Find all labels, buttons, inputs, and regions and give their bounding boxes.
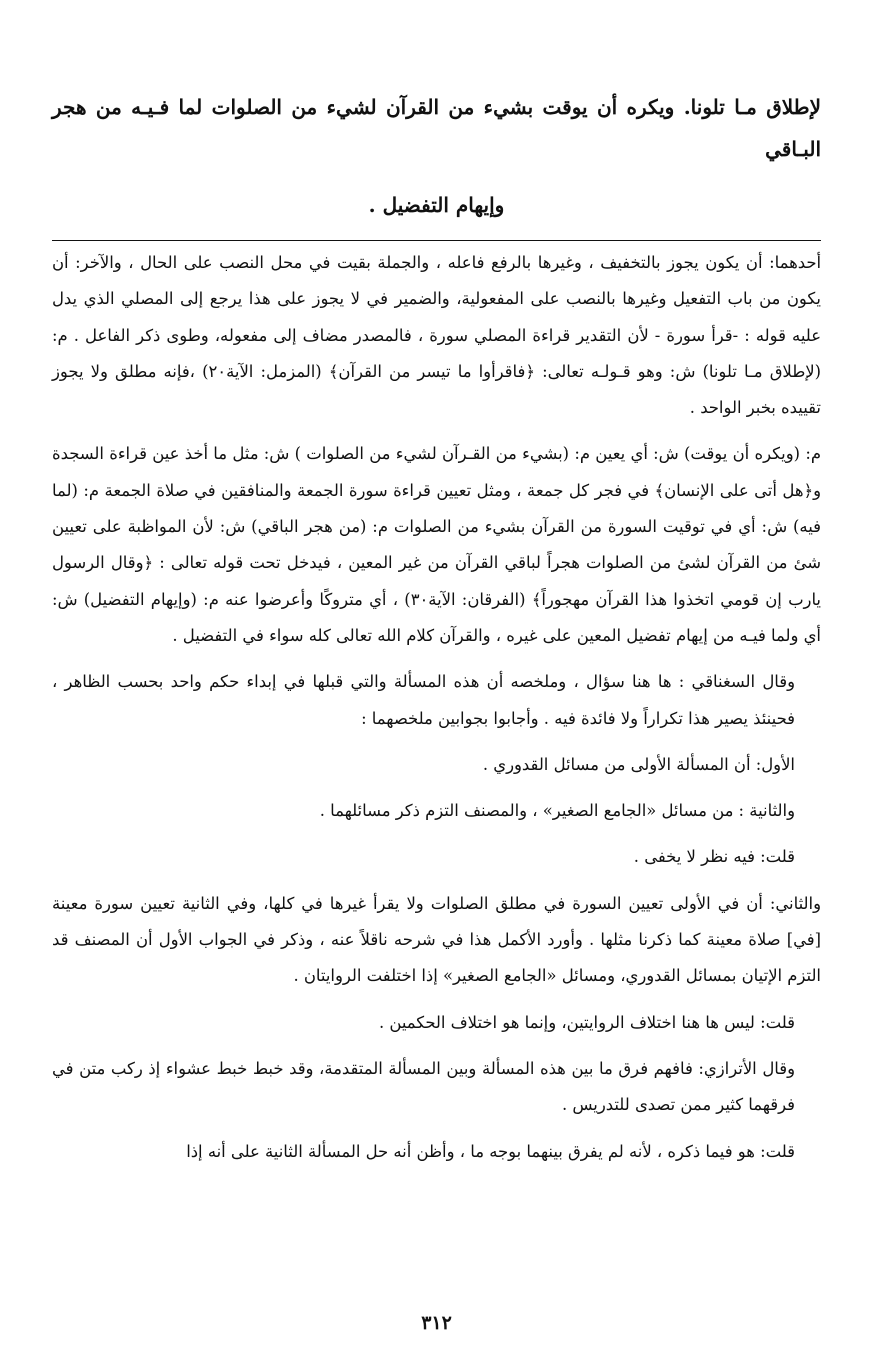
commentary-paragraph-2: م: (ويكره أن يوقت) ش: أي يعين م: (بشيء من القـرآن لشيء من الصلوات ) ش: مثل ما أخذ عين قراءة السجدة و﴿هل أتى على الإنسان﴾ في فجر كل جمعة ، ومثل تعيين قراءة سورة الجمعة والمنافقين في صلاة الجمعة م: (لما فيه) ش: أي في توقيت السورة من القرآن بشيء من الصلوات م: (من هجر الباقي) ش: لأن المواظبة على تعيين شئ من القرآن لشئ من الصلوات هجراً لباقي القرآن من غير المعين ، فيدخل تحت قوله تعالى : ﴿وقال الرسول يارب إن قومي اتخذوا هذا القرآن مهجوراً﴾ (الفرقان: الآية٣٠) ، أي متروكًا وأعرضوا عنه م: (وإيهام التفضيل) ش: أي ولما فيـه من إيهام تفضيل المعين على غيره ، والقرآن كلام الله تعالى كله سواء في التفضيل . xyxy=(52,444,821,645)
separator-rule xyxy=(52,240,821,241)
commentary-paragraph-5: والثانية : من مسائل «الجامع الصغير» ، والمصنف التزم ذكر مسائلهما . xyxy=(319,801,795,821)
commentary-paragraph-10: قلت: هو فيما ذكره ، لأنه لم يفرق بينهما بوجه ما ، وأظن أنه حل المسألة الثانية على أنه إذا xyxy=(186,1141,795,1161)
commentary-paragraph-8: قلت: ليس ها هنا اختلاف الروايتين، وإنما هو اختلاف الحكمين . xyxy=(378,1012,795,1032)
page-number: ٣١٢ xyxy=(421,1312,452,1334)
commentary-paragraph-7: والثاني: أن في الأولى تعيين السورة في مطلق الصلوات ولا يقرأ غيرها في كلها، وفي الثانية تعيين سورة معينة [في] صلاة معينة كما ذكرنا مثلها . وأورد الأكمل هذا في شرحه ناقلاً عنه ، وذكر في الجواب الأول أن المصنف قد التزم الإتيان بمسائل القدوري، ومسائل «الجامع الصغير» إذا اختلفت الروايتان . xyxy=(52,893,821,986)
matn-line-2: وإيهام التفضيل . xyxy=(368,193,505,217)
commentary-paragraph-6: قلت: فيه نظر لا يخفى . xyxy=(633,847,795,867)
matn-line-1: لإطلاق مـا تلونا. ويكره أن يوقت بشيء من القرآن لشيء من الصلوات لما فـيـه من هجر البـاقي xyxy=(52,95,821,161)
commentary-paragraph-3: وقال السغناقي : ها هنا سؤال ، وملخصه أن هذه المسألة والتي قبلها في إبداء حكم واحد بحسب الظاهر ، فحينئذ يصير هذا تكراراً ولا فائدة فيه . وأجابوا بجوابين ملخصهما : xyxy=(52,672,795,728)
commentary-paragraph-9: وقال الأترازي: فافهم فرق ما بين هذه المسألة وبين المسألة المتقدمة، وقد خبط خبط عشواء إذ ركب متن في فرقهما كثير ممن تصدى للتدريس . xyxy=(52,1058,795,1115)
page-content xyxy=(52,86,821,1176)
commentary-block xyxy=(52,245,821,1170)
commentary-paragraph-1: أحدهما: أن يكون يجوز بالتخفيف ، وغيرها بالرفع فاعله ، والجملة بقيت في محل النصب على الحال ، والآخر: أن يكون من باب التفعيل وغيرها بالنصب على المفعولية، والضمير في لا يجوز على هذا يرجع إلى المصلي الذي يدل عليه قوله : -قرأ سورة - لأن التقدير قراءة المصلي سورة ، فالمصدر مضاف إلى مفعوله، وطوى ذكر الفاعل . م: (لإطلاق مـا تلونا) ش: وهو قـولـه تعالى: ﴿فاقرأوا ما تيسر من القرآن﴾ (المزمل: الآية٢٠) ،فإنه مطلق ولا يجوز تقييده بخبر الواحد . xyxy=(52,253,821,418)
commentary-paragraph-4: الأول: أن المسألة الأولى من مسائل القدوري . xyxy=(482,754,795,774)
matn-block xyxy=(52,86,821,226)
